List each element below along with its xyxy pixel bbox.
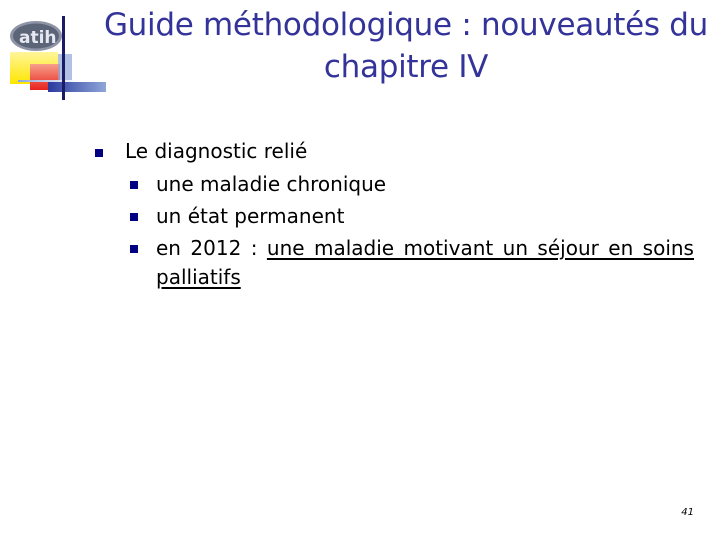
sub-bullet-text-line1 [156, 232, 694, 264]
bullet-text: Le diagnostic relié [125, 139, 308, 163]
logo-text: atih [19, 28, 57, 48]
slide-body [95, 134, 705, 290]
square-bullet-icon [130, 213, 138, 221]
bullet-item [95, 134, 705, 168]
underlined-text: une maladie motivant un séjour en soins [266, 236, 694, 260]
logo-graphic [8, 14, 108, 104]
square-bullet-icon [95, 149, 103, 157]
underlined-text-continued: palliatifs [156, 265, 241, 289]
sub-bullet-item [95, 200, 705, 232]
atih-logo [8, 14, 108, 104]
sub-bullet-item [95, 168, 705, 200]
sub-bullet-text-line2 [156, 264, 705, 290]
sub-bullet-item [95, 232, 705, 290]
sub-bullet-prefix: en 2012 : [156, 236, 267, 260]
square-bullet-icon [130, 181, 138, 189]
square-bullet-icon [130, 245, 138, 253]
page-number: 41 [681, 507, 694, 518]
sub-bullet-text: une maladie chronique [156, 172, 387, 196]
slide-title: Guide méthodologique : nouveautés du chapitre IV [103, 7, 709, 85]
sub-bullet-text: un état permanent [156, 204, 345, 228]
